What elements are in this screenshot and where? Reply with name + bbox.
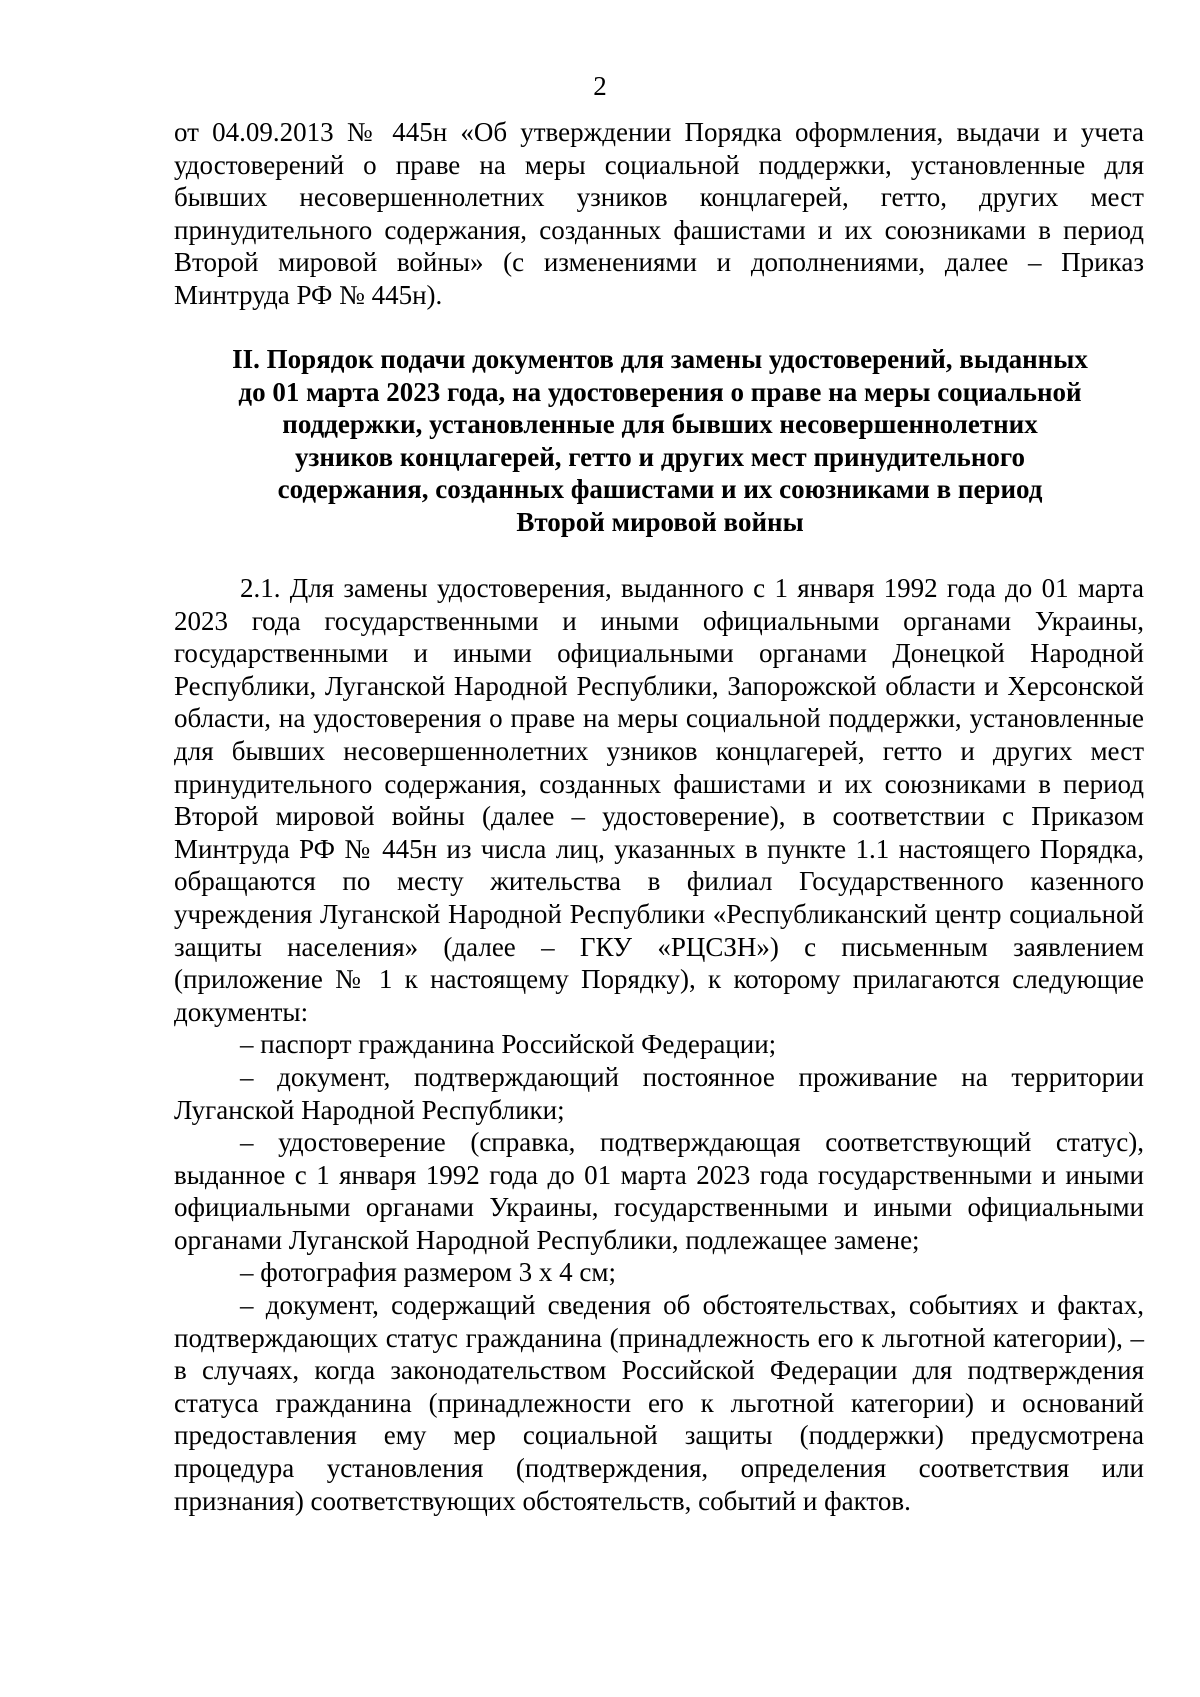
clause-2-1-block (174, 572, 1144, 1517)
document-list-item: – документ, содержащий сведения об обстоятельствах, событиях и фактах, подтверждающих статус гражданина (принадлежность его к льготной категории), – в случаях, когда законодательством Российской Федерации для подтверждения статуса гражданина (принадлежности его к льготной категории) и оснований предоставления ему мер социальной защиты (поддержки) предусмотрена процедура установления (подтверждения, определения соответствия или признания) соответствующих обстоятельств, событий и фактов. (174, 1290, 1144, 1516)
intro-paragraph-block (174, 116, 1144, 312)
document-list-item: – документ, подтверждающий постоянное проживание на территории Луганской Народной Республики; (174, 1061, 1144, 1125)
section-heading: II. Порядок подачи документов для замены удостоверений, выданных до 01 марта 2023 года, на удостоверения о праве на меры социальной поддержки, установленные для бывших несовершеннолетних узников концлагерей, гетто и других мест принудительного содержания, созданных фашистами и их союзниками в период Второй мировой войны (232, 344, 1088, 537)
intro-paragraph: от 04.09.2013 № 445н «Об утверждении Порядка оформления, выдачи и учета удостоверений о праве на меры социальной поддержки, установленные для бывших несовершеннолетних узников концлагерей, гетто, других мест принудительного содержания, созданных фашистами и их союзниками в период Второй мировой войны» (с изменениями и дополнениями, далее – Приказ Минтруда РФ № 445н). (174, 117, 1144, 310)
clause-2-1-text: 2.1. Для замены удостоверения, выданного с 1 января 1992 года до 01 марта 2023 года государственными и иными официальными органами Украины, государственными и иными официальными органами Донецкой Народной Республики, Луганской Народной Республики, Запорожской области и Херсонской области, на удостоверения о праве на меры социальной поддержки, установленные для бывших несовершеннолетних узников концлагерей, гетто и других мест принудительного содержания, созданных фашистами и их союзниками в период Второй мировой войны (далее – удостоверение), в соответствии с Приказом Минтруда РФ № 445н из числа лиц, указанных в пункте 1.1 настоящего Порядка, обращаются по месту жительства в филиал Государственного казенного учреждения Луганской Народной Республики «Республиканский центр социальной защиты населения» (далее – ГКУ «РЦСЗН») с письменным заявлением (приложение № 1 к настоящему Порядку), к которому прилагаются следующие документы: (174, 573, 1144, 1027)
document-list-item: – удостоверение (справка, подтверждающая соответствующий статус), выданное с 1 января 1992 года до 01 марта 2023 года государственными и иными официальными органами Украины, государственными и иными официальными органами Луганской Народной Республики, подлежащее замене; (174, 1127, 1144, 1255)
document-list-item: – паспорт гражданина Российской Федерации; (240, 1029, 777, 1060)
page-number: 2 (593, 71, 607, 101)
document-list-item: – фотография размером 3 х 4 см; (240, 1257, 616, 1288)
